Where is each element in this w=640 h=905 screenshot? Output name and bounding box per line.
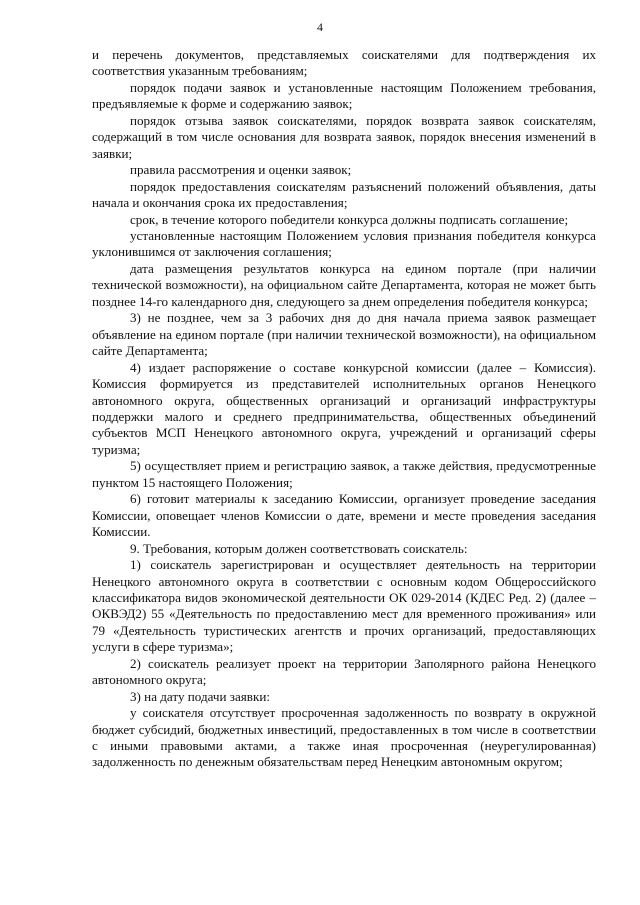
paragraph: 2) соискатель реализует проект на территории Заполярного района Ненецкого автономного округа;	[92, 655, 596, 688]
paragraph: срок, в течение которого победители конкурса должны подписать соглашение;	[130, 211, 569, 227]
paragraph: порядок отзыва заявок соискателями, порядок возврата заявок соискателям, содержащий в том числе основания для возврата заявок, порядок внесения изменений в заявки;	[92, 112, 596, 161]
paragraph: правила рассмотрения и оценки заявок;	[130, 162, 352, 178]
paragraph: 3) не позднее, чем за 3 рабочих дня до дня начала приема заявок размещает объявление на едином портале (при наличии технической возможности), на официальном сайте Департамента;	[92, 310, 596, 359]
paragraph: и перечень документов, представляемых соискателями для подтверждения их соответствия указанным требованиям;	[92, 47, 596, 79]
paragraph: 4) издает распоряжение о составе конкурсной комиссии (далее – Комиссия). Комиссия формируется из представителей исполнительных органов Ненецкого автономного округа, общественных организаций и организаций инфраструктуры поддержки малого и среднего предпринимательства, общественных объединений субъектов МСП Ненецкого автономного округа, учреждений и организаций сферы туризма;	[92, 359, 596, 457]
document-body	[92, 47, 596, 771]
paragraph: установленные настоящим Положением условия признания победителя конкурса уклонившимся от заключения соглашения;	[92, 227, 596, 260]
paragraph: у соискателя отсутствует просроченная задолженность по возврату в окружной бюджет субсидий, бюджетных инвестиций, предоставленных в том числе в соответствии с иными правовыми актами, а также иная просроченная (неурегулированная) задолженность по денежным обязательствам перед Ненецким автономным округом;	[92, 705, 596, 770]
paragraph: порядок подачи заявок и установленные настоящим Положением требования, предъявляемые к форме и содержанию заявок;	[92, 79, 596, 112]
paragraph: 6) готовит материалы к заседанию Комиссии, организует проведение заседания Комиссии, оповещает членов Комиссии о дате, времени и месте проведения заседания Комиссии.	[92, 491, 596, 540]
paragraph: 3) на дату подачи заявки:	[130, 688, 270, 704]
page-number: 4	[317, 20, 323, 34]
paragraph: порядок предоставления соискателям разъяснений положений объявления, даты начала и окончания срока их предоставления;	[92, 178, 596, 211]
paragraph: 5) осуществляет прием и регистрацию заявок, а также действия, предусмотренные пунктом 15 настоящего Положения;	[92, 458, 596, 490]
paragraph: дата размещения результатов конкурса на едином портале (при наличии технической возможности), на официальном сайте Департамента, которая не может быть позднее 14-го календарного дня, следующего за днем определения победителя конкурса;	[92, 260, 596, 309]
paragraph: 1) соискатель зарегистрирован и осуществляет деятельность на территории Ненецкого автономного округа в соответствии с основным кодом Общероссийского классификатора видов экономической деятельности ОК 029-2014 (КДЕС Ред. 2) (далее – ОКВЭД2) 55 «Деятельность по предоставлению мест для временного проживания» или 79 «Деятельность туристических агентств и прочих организаций, предоставляющих услуги в сфере туризма»;	[92, 557, 596, 655]
paragraph: 9. Требования, которым должен соответствовать соискатель:	[130, 540, 468, 556]
